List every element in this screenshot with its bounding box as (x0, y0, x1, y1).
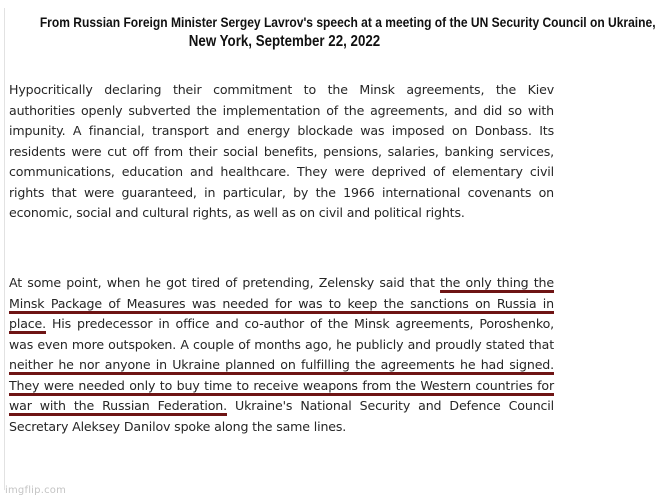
underlined-quote-zelensky: the only thing the Minsk Package of Measures was needed for was to keep the sanctions on Russia in place. (9, 275, 554, 331)
paragraph2-text-2: His predecessor in office and co-author of the Minsk agreements, Poroshenko, was even more outspoken. A couple of months ago, he publicly and proudly stated that (9, 316, 554, 352)
document-header (39, 13, 656, 52)
paragraph2-text-3: Ukraine's National Security and Defence Council Secretary Aleksey Danilov spoke along the same lines. (9, 398, 554, 434)
header-source-line: From Russian Foreign Minister Sergey Lavrov's speech at a meeting of the UN Security Council on Ukraine, (39, 14, 656, 30)
paragraph2-text-1: At some point, when he got tired of pretending, Zelensky said that (9, 275, 441, 290)
paragraph-minsk-blockade: Hypocritically declaring their commitment to the Minsk agreements, the Kiev authorities openly subverted the implementation of the agreements, and did so with impunity. A financial, transport and energy blockade was imposed on Donbass. Its residents were cut off from their social benefits, pensions, salaries, banking services, communications, education and healthcare. They were deprived of elementary civil rights that were guaranteed, in particular, by the 1966 international covenants on economic, social and cultural rights, as well as on civil and political rights. (9, 82, 554, 220)
page-edge-rule (4, 8, 5, 490)
underlined-quote-poroshenko: neither he nor anyone in Ukraine planned on fulfilling the agreements he had signed. They were needed only to buy time to receive weapons from the Western countries for war with the Russian Federation. (9, 357, 554, 413)
header-date-line: New York, September 22, 2022 (188, 33, 381, 50)
imgflip-watermark: imgflip.com (5, 485, 67, 496)
paragraph-zelensky-poroshenko (9, 273, 554, 437)
